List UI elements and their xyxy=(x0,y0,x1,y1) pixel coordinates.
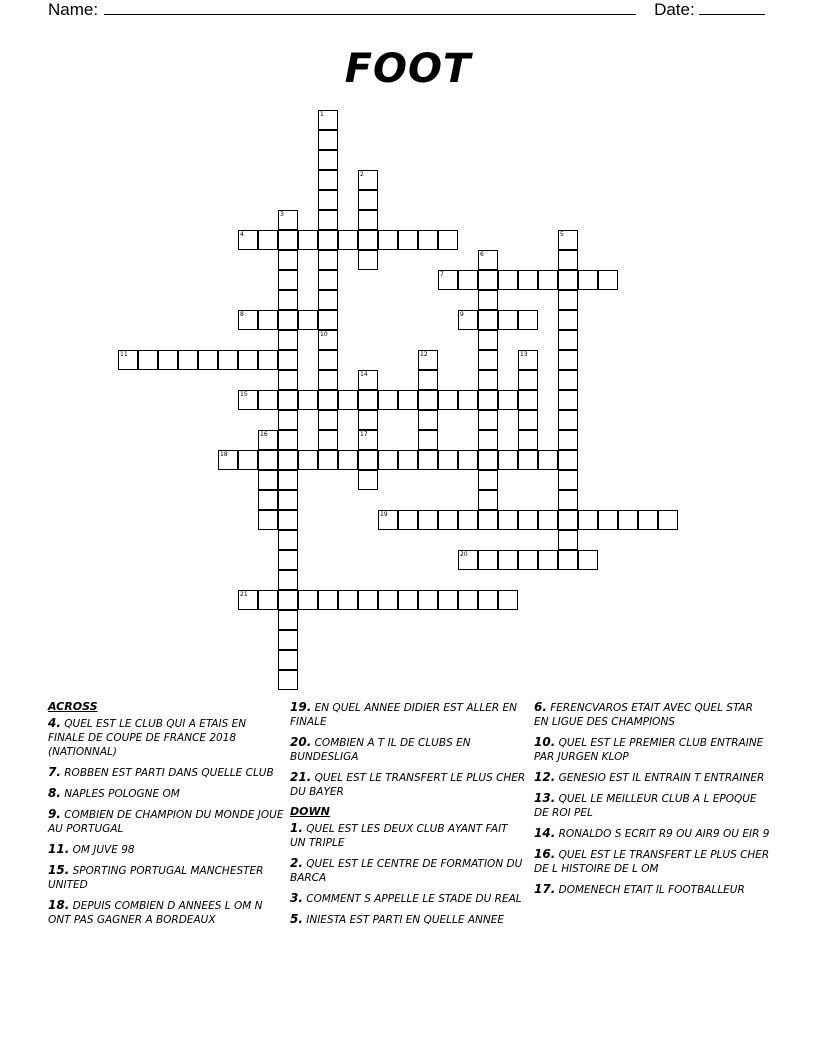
cell-number: 18 xyxy=(220,451,228,458)
grid-cell[interactable] xyxy=(558,410,578,430)
grid-cell[interactable] xyxy=(418,410,438,430)
clue-number: 4. xyxy=(48,716,61,730)
grid-cell[interactable] xyxy=(358,370,378,390)
grid-cell[interactable] xyxy=(278,550,298,570)
grid-cell[interactable] xyxy=(558,510,578,530)
grid-cell[interactable] xyxy=(358,190,378,210)
grid-cell[interactable] xyxy=(278,230,298,250)
clue-number: 21. xyxy=(290,770,312,784)
clue-item xyxy=(48,898,284,927)
cell-number: 16 xyxy=(260,431,268,438)
grid-cell[interactable] xyxy=(558,290,578,310)
grid-cell[interactable] xyxy=(498,450,518,470)
grid-cell[interactable] xyxy=(258,310,278,330)
grid-cell[interactable] xyxy=(418,350,438,370)
grid-cell[interactable] xyxy=(278,570,298,590)
cell-number: 12 xyxy=(420,351,428,358)
grid-cell[interactable] xyxy=(518,430,538,450)
grid-cell[interactable] xyxy=(278,310,298,330)
grid-cell[interactable] xyxy=(278,510,298,530)
clue-text: SPORTING PORTUGAL MANCHESTER UNITED xyxy=(48,865,264,891)
grid-cell[interactable] xyxy=(498,550,518,570)
grid-cell[interactable] xyxy=(278,210,298,230)
clue-item xyxy=(290,912,526,927)
grid-cell[interactable] xyxy=(458,390,478,410)
grid-cell[interactable] xyxy=(378,590,398,610)
clue-number: 18. xyxy=(48,898,70,912)
cell-number: 11 xyxy=(120,351,128,358)
grid-cell[interactable] xyxy=(318,370,338,390)
clues-column-3 xyxy=(534,700,770,903)
grid-cell[interactable] xyxy=(218,350,238,370)
grid-cell[interactable] xyxy=(498,590,518,610)
grid-cell[interactable] xyxy=(458,590,478,610)
grid-cell[interactable] xyxy=(558,390,578,410)
clue-number: 12. xyxy=(534,770,556,784)
grid-cell[interactable] xyxy=(238,310,258,330)
grid-cell[interactable] xyxy=(278,430,298,450)
clue-item xyxy=(534,700,770,729)
grid-cell[interactable] xyxy=(258,430,278,450)
clue-number: 5. xyxy=(290,912,303,926)
grid-cell[interactable] xyxy=(558,270,578,290)
cell-number: 13 xyxy=(520,351,528,358)
grid-cell[interactable] xyxy=(318,150,338,170)
grid-cell[interactable] xyxy=(558,450,578,470)
date-label: Date: xyxy=(654,0,695,19)
clue-text: QUEL EST LES DEUX CLUB AYANT FAIT UN TRIPLE xyxy=(290,823,508,849)
grid-cell[interactable] xyxy=(318,230,338,250)
grid-cell[interactable] xyxy=(558,330,578,350)
cell-number: 6 xyxy=(480,251,484,258)
grid-cell[interactable] xyxy=(318,330,338,350)
grid-cell[interactable] xyxy=(358,250,378,270)
grid-cell[interactable] xyxy=(338,450,358,470)
clues-column-2 xyxy=(290,700,526,933)
clue-text: OM JUVE 98 xyxy=(69,844,135,856)
grid-cell[interactable] xyxy=(558,370,578,390)
clue-item xyxy=(534,826,770,841)
grid-cell[interactable] xyxy=(458,450,478,470)
grid-cell[interactable] xyxy=(458,310,478,330)
clue-item xyxy=(290,735,526,764)
clue-text: GENESIO EST IL ENTRAIN T ENTRAINER xyxy=(555,772,765,784)
clue-number: 11. xyxy=(48,842,70,856)
clue-text: QUEL EST LE TRANSFERT LE PLUS CHER DE L HISTOIRE DE L OM xyxy=(534,849,770,875)
clue-text: COMBIEN DE CHAMPION DU MONDE JOUE AU PORTUGAL xyxy=(48,809,284,835)
grid-cell[interactable] xyxy=(478,590,498,610)
grid-cell[interactable] xyxy=(518,350,538,370)
clue-item xyxy=(290,700,526,729)
clue-text: FERENCVAROS ETAIT AVEC QUEL STAR EN LIGUE DES CHAMPIONS xyxy=(534,702,753,728)
cell-number: 8 xyxy=(240,311,244,318)
grid-cell[interactable] xyxy=(278,350,298,370)
grid-cell[interactable] xyxy=(418,450,438,470)
cell-number: 14 xyxy=(360,371,368,378)
grid-cell[interactable] xyxy=(498,310,518,330)
grid-cell[interactable] xyxy=(258,390,278,410)
clue-item xyxy=(534,770,770,785)
grid-cell[interactable] xyxy=(498,510,518,530)
grid-cell[interactable] xyxy=(418,430,438,450)
grid-cell[interactable] xyxy=(318,310,338,330)
clue-number: 7. xyxy=(48,765,61,779)
grid-cell[interactable] xyxy=(278,590,298,610)
clue-item xyxy=(48,716,284,759)
grid-cell[interactable] xyxy=(478,310,498,330)
grid-cell[interactable] xyxy=(398,450,418,470)
name-line[interactable] xyxy=(104,0,636,15)
grid-cell[interactable] xyxy=(298,450,318,470)
cell-number: 10 xyxy=(320,331,328,338)
clue-text: QUEL LE MEILLEUR CLUB A L EPOQUE DE ROI PEL xyxy=(534,793,757,819)
grid-cell[interactable] xyxy=(318,290,338,310)
grid-cell[interactable] xyxy=(278,650,298,670)
cell-number: 1 xyxy=(320,111,324,118)
clue-item xyxy=(534,847,770,876)
grid-cell[interactable] xyxy=(318,430,338,450)
grid-cell[interactable] xyxy=(458,270,478,290)
grid-cell[interactable] xyxy=(258,450,278,470)
clue-number: 1. xyxy=(290,821,303,835)
clue-item xyxy=(534,791,770,820)
grid-cell[interactable] xyxy=(458,510,478,530)
grid-cell[interactable] xyxy=(478,430,498,450)
grid-cell[interactable] xyxy=(478,390,498,410)
cell-number: 17 xyxy=(360,431,368,438)
grid-cell[interactable] xyxy=(438,390,458,410)
grid-cell[interactable] xyxy=(238,230,258,250)
grid-cell[interactable] xyxy=(418,590,438,610)
grid-cell[interactable] xyxy=(458,550,478,570)
grid-cell[interactable] xyxy=(438,270,458,290)
grid-cell[interactable] xyxy=(478,250,498,270)
clue-number: 20. xyxy=(290,735,312,749)
clue-text: QUEL EST LE TRANSFERT LE PLUS CHER DU BAYER xyxy=(290,772,526,798)
grid-cell[interactable] xyxy=(278,670,298,690)
grid-cell[interactable] xyxy=(278,410,298,430)
grid-cell[interactable] xyxy=(318,590,338,610)
grid-cell[interactable] xyxy=(258,470,278,490)
grid-cell[interactable] xyxy=(258,490,278,510)
clue-number: 15. xyxy=(48,863,70,877)
grid-cell[interactable] xyxy=(198,350,218,370)
clue-item xyxy=(48,842,284,857)
grid-cell[interactable] xyxy=(558,310,578,330)
clue-item xyxy=(48,863,284,892)
grid-cell[interactable] xyxy=(398,390,418,410)
clue-text: EN QUEL ANNEE DIDIER EST ALLER EN FINALE xyxy=(290,702,518,728)
grid-cell[interactable] xyxy=(438,230,458,250)
grid-cell[interactable] xyxy=(538,450,558,470)
header xyxy=(48,0,768,24)
clue-item xyxy=(48,786,284,801)
grid-cell[interactable] xyxy=(278,330,298,350)
cell-number: 5 xyxy=(560,231,564,238)
grid-cell[interactable] xyxy=(278,470,298,490)
across-clue-list-continued xyxy=(290,700,526,799)
across-clue-list xyxy=(48,716,284,927)
grid-cell[interactable] xyxy=(358,430,378,450)
grid-cell[interactable] xyxy=(558,350,578,370)
grid-cell[interactable] xyxy=(438,510,458,530)
grid-cell[interactable] xyxy=(558,250,578,270)
date-line[interactable] xyxy=(699,0,765,15)
cell-number: 19 xyxy=(380,511,388,518)
grid-cell[interactable] xyxy=(658,510,678,530)
grid-cell[interactable] xyxy=(158,350,178,370)
clue-number: 3. xyxy=(290,891,303,905)
grid-cell[interactable] xyxy=(318,210,338,230)
grid-cell[interactable] xyxy=(438,450,458,470)
grid-cell[interactable] xyxy=(518,310,538,330)
grid-cell[interactable] xyxy=(318,170,338,190)
clue-number: 9. xyxy=(48,807,61,821)
grid-cell[interactable] xyxy=(258,590,278,610)
grid-cell[interactable] xyxy=(278,450,298,470)
grid-cell[interactable] xyxy=(418,230,438,250)
grid-cell[interactable] xyxy=(358,410,378,430)
grid-cell[interactable] xyxy=(278,370,298,390)
clue-number: 14. xyxy=(534,826,556,840)
clue-text: INIESTA EST PARTI EN QUELLE ANNEE xyxy=(302,914,505,926)
clue-text: DEPUIS COMBIEN D ANNEES L OM N ONT PAS GAGNER A BORDEAUX xyxy=(48,900,263,926)
grid-cell[interactable] xyxy=(298,230,318,250)
grid-cell[interactable] xyxy=(558,430,578,450)
grid-cell[interactable] xyxy=(378,230,398,250)
clue-item xyxy=(48,807,284,836)
grid-cell[interactable] xyxy=(598,510,618,530)
grid-cell[interactable] xyxy=(258,510,278,530)
grid-cell[interactable] xyxy=(238,350,258,370)
grid-cell[interactable] xyxy=(318,250,338,270)
grid-cell[interactable] xyxy=(278,630,298,650)
grid-cell[interactable] xyxy=(518,410,538,430)
grid-cell[interactable] xyxy=(518,510,538,530)
cell-number: 4 xyxy=(240,231,244,238)
grid-cell[interactable] xyxy=(318,350,338,370)
grid-cell[interactable] xyxy=(318,130,338,150)
clue-text: COMBIEN A T IL DE CLUBS EN BUNDESLIGA xyxy=(290,737,471,763)
grid-cell[interactable] xyxy=(618,510,638,530)
cell-number: 15 xyxy=(240,391,248,398)
grid-cell[interactable] xyxy=(358,390,378,410)
down-clue-list xyxy=(290,821,526,927)
grid-cell[interactable] xyxy=(478,490,498,510)
grid-cell[interactable] xyxy=(418,370,438,390)
cell-number: 20 xyxy=(460,551,468,558)
grid-cell[interactable] xyxy=(358,170,378,190)
clue-text: ROBBEN EST PARTI DANS QUELLE CLUB xyxy=(60,767,274,779)
clue-item xyxy=(290,770,526,799)
grid-cell[interactable] xyxy=(518,370,538,390)
grid-cell[interactable] xyxy=(278,270,298,290)
grid-cell[interactable] xyxy=(418,390,438,410)
clue-text: RONALDO S ECRIT R9 OU AIR9 OU EIR 9 xyxy=(555,828,770,840)
down-heading: DOWN xyxy=(290,805,330,818)
clue-number: 17. xyxy=(534,882,556,896)
cell-number: 3 xyxy=(280,211,284,218)
grid-cell[interactable] xyxy=(258,230,278,250)
grid-cell[interactable] xyxy=(638,510,658,530)
cell-number: 7 xyxy=(440,271,444,278)
grid-cell[interactable] xyxy=(278,250,298,270)
grid-cell[interactable] xyxy=(218,450,238,470)
cell-number: 2 xyxy=(360,171,364,178)
clue-item xyxy=(290,856,526,885)
clue-item xyxy=(290,891,526,906)
grid-cell[interactable] xyxy=(538,550,558,570)
grid-cell[interactable] xyxy=(598,270,618,290)
grid-cell[interactable] xyxy=(298,390,318,410)
grid-cell[interactable] xyxy=(518,390,538,410)
grid-cell[interactable] xyxy=(578,270,598,290)
grid-cell[interactable] xyxy=(338,230,358,250)
grid-cell[interactable] xyxy=(398,230,418,250)
grid-cell[interactable] xyxy=(318,390,338,410)
clue-text: QUEL EST LE CLUB QUI A ETAIS EN FINALE DE COUPE DE FRANCE 2018 (NATIONNAL) xyxy=(48,718,247,758)
grid-cell[interactable] xyxy=(478,470,498,490)
grid-cell[interactable] xyxy=(478,510,498,530)
page-title: FOOT xyxy=(344,46,472,92)
grid-cell[interactable] xyxy=(318,450,338,470)
clue-number: 2. xyxy=(290,856,303,870)
grid-cell[interactable] xyxy=(378,390,398,410)
grid-cell[interactable] xyxy=(478,290,498,310)
cell-number: 21 xyxy=(240,591,248,598)
clue-number: 8. xyxy=(48,786,61,800)
clue-text: NAPLES POLOGNE OM xyxy=(60,788,180,800)
grid-cell[interactable] xyxy=(318,110,338,130)
clue-number: 16. xyxy=(534,847,556,861)
clue-text: QUEL EST LE CENTRE DE FORMATION DU BARCA xyxy=(290,858,523,884)
grid-cell[interactable] xyxy=(398,590,418,610)
grid-cell[interactable] xyxy=(578,510,598,530)
clue-number: 19. xyxy=(290,700,312,714)
grid-cell[interactable] xyxy=(518,550,538,570)
grid-cell[interactable] xyxy=(558,550,578,570)
grid-cell[interactable] xyxy=(338,590,358,610)
grid-cell[interactable] xyxy=(478,410,498,430)
clue-item xyxy=(534,882,770,897)
grid-cell[interactable] xyxy=(578,550,598,570)
grid-cell[interactable] xyxy=(558,470,578,490)
grid-cell[interactable] xyxy=(478,450,498,470)
grid-cell[interactable] xyxy=(318,410,338,430)
grid-cell[interactable] xyxy=(298,590,318,610)
name-label: Name: xyxy=(48,0,99,19)
clue-number: 6. xyxy=(534,700,547,714)
grid-cell[interactable] xyxy=(558,230,578,250)
clue-number: 10. xyxy=(534,735,556,749)
grid-cell[interactable] xyxy=(278,490,298,510)
grid-cell[interactable] xyxy=(378,510,398,530)
clue-text: DOMENECH ETAIT IL FOOTBALLEUR xyxy=(555,884,745,896)
clue-item xyxy=(48,765,284,780)
grid-cell[interactable] xyxy=(238,590,258,610)
clues-column-1 xyxy=(48,700,284,933)
clue-text: QUEL EST LE PREMIER CLUB ENTRAINE PAR JURGEN KLOP xyxy=(534,737,764,763)
grid-cell[interactable] xyxy=(378,450,398,470)
clue-number: 13. xyxy=(534,791,556,805)
grid-cell[interactable] xyxy=(278,610,298,630)
grid-cell[interactable] xyxy=(418,510,438,530)
grid-cell[interactable] xyxy=(258,350,278,370)
grid-cell[interactable] xyxy=(338,390,358,410)
grid-cell[interactable] xyxy=(438,590,458,610)
grid-cell[interactable] xyxy=(358,230,378,250)
clue-item xyxy=(290,821,526,850)
grid-cell[interactable] xyxy=(478,550,498,570)
grid-cell[interactable] xyxy=(398,510,418,530)
grid-cell[interactable] xyxy=(298,310,318,330)
grid-cell[interactable] xyxy=(498,270,518,290)
grid-cell[interactable] xyxy=(278,290,298,310)
grid-cell[interactable] xyxy=(238,450,258,470)
grid-cell[interactable] xyxy=(278,390,298,410)
grid-cell[interactable] xyxy=(358,450,378,470)
down-clue-list-continued xyxy=(534,700,770,897)
clue-item xyxy=(534,735,770,764)
grid-cell[interactable] xyxy=(478,370,498,390)
grid-cell[interactable] xyxy=(178,350,198,370)
grid-cell[interactable] xyxy=(278,530,298,550)
grid-cell[interactable] xyxy=(478,350,498,370)
grid-cell[interactable] xyxy=(238,390,258,410)
grid-cell[interactable] xyxy=(138,350,158,370)
grid-cell[interactable] xyxy=(358,470,378,490)
grid-cell[interactable] xyxy=(498,390,518,410)
grid-cell[interactable] xyxy=(358,590,378,610)
grid-cell[interactable] xyxy=(478,330,498,350)
grid-cell[interactable] xyxy=(518,270,538,290)
grid-cell[interactable] xyxy=(478,270,498,290)
grid-cell[interactable] xyxy=(358,210,378,230)
cell-number: 9 xyxy=(460,311,464,318)
grid-cell[interactable] xyxy=(558,530,578,550)
grid-cell[interactable] xyxy=(318,270,338,290)
across-heading: ACROSS xyxy=(48,700,98,713)
grid-cell[interactable] xyxy=(118,350,138,370)
grid-cell[interactable] xyxy=(518,450,538,470)
grid-cell[interactable] xyxy=(558,490,578,510)
grid-cell[interactable] xyxy=(538,510,558,530)
grid-cell[interactable] xyxy=(318,190,338,210)
grid-cell[interactable] xyxy=(538,270,558,290)
clue-text: COMMENT S APPELLE LE STADE DU REAL xyxy=(302,893,522,905)
